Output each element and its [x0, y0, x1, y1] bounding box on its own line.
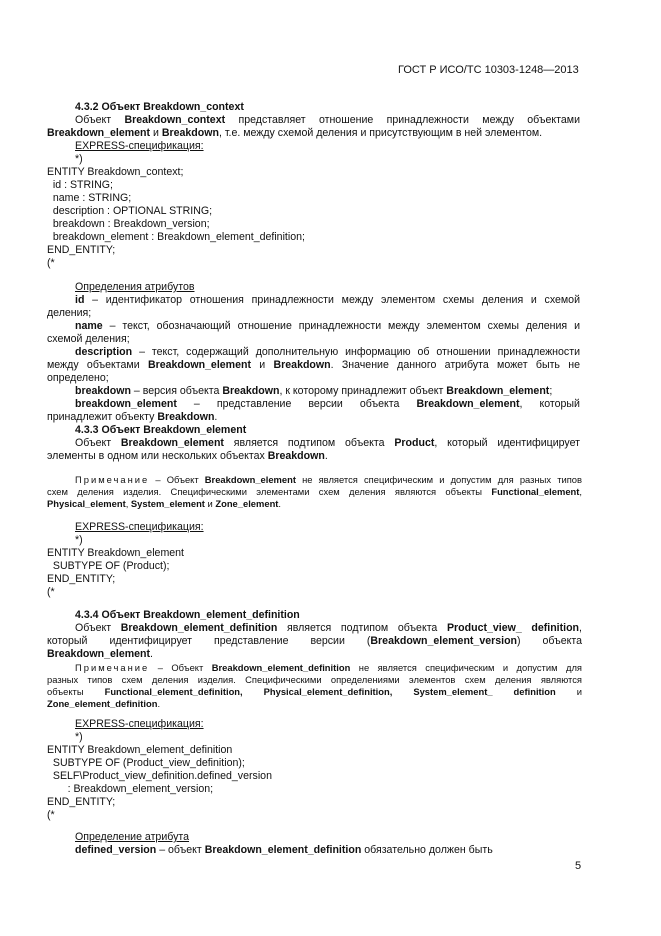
note-label: Примечание	[75, 474, 150, 485]
code-line: breakdown : Breakdown_version;	[47, 218, 210, 230]
express-spec-label: EXPRESS-спецификация:	[75, 718, 204, 730]
code-line: SUBTYPE OF (Product);	[47, 560, 170, 572]
code-line: SUBTYPE OF (Product_view_definition);	[47, 757, 245, 769]
note-line: схем деления изделия. Специфическими элементами схем деления являются объекты Functional_element,	[47, 486, 582, 497]
paragraph-line: между объектами Breakdown_element и Breakdown. Значение данного атрибута может быть не	[47, 359, 580, 371]
attribute-description-definition: description – текст, содержащий дополнительную информацию об отношении принадлежности	[75, 346, 580, 358]
code-line: breakdown_element : Breakdown_element_definition;	[47, 231, 305, 243]
code-line: name : STRING;	[47, 192, 132, 204]
note-line: Physical_element, System_element и Zone_element.	[47, 498, 282, 509]
attribute-defined-version-definition: defined_version – объект Breakdown_element_definition обязательно должен быть	[75, 844, 493, 856]
paragraph-line: Объект Breakdown_element является подтипом объекта Product, который идентифицирует	[75, 437, 580, 449]
code-line: id : STRING;	[47, 179, 113, 191]
express-spec-label: EXPRESS-спецификация:	[75, 521, 204, 533]
code-line: : Breakdown_element_version;	[47, 783, 214, 795]
paragraph-line: Breakdown_element и Breakdown, т.е. между схемой деления и присутствующим в ней элементом.	[47, 127, 543, 139]
paragraph-line: определено;	[47, 372, 109, 384]
attribute-name-definition: name – текст, обозначающий отношение принадлежности между элементом схемы деления и	[75, 320, 580, 332]
paragraph-line: принадлежит объекту Breakdown.	[47, 411, 218, 423]
paragraph-line: Объект Breakdown_element_definition является подтипом объекта Product_view_ definition,	[75, 622, 582, 634]
paragraph-line: Объект Breakdown_context представляет отношение принадлежности между объектами	[75, 114, 580, 126]
code-line: (*	[47, 257, 55, 269]
attribute-definitions-heading: Определения атрибутов	[75, 281, 195, 293]
page-number: 5	[575, 860, 582, 872]
section-heading-4-3-4: 4.3.4 Объект Breakdown_element_definition	[75, 609, 300, 621]
paragraph-line: элементы в одном или нескольких объектах Breakdown.	[47, 450, 328, 462]
express-spec-label: EXPRESS-спецификация:	[75, 140, 204, 152]
standard-header: ГОСТ Р ИСО/ТС 10303-1248—2013	[398, 64, 579, 76]
note-line: разных типов схем деления изделия. Специфическими определениями элементов схем деления являются	[47, 674, 582, 685]
code-line: ENTITY Breakdown_context;	[47, 166, 184, 178]
code-line: *)	[75, 153, 83, 165]
code-line: ENTITY Breakdown_element_definition	[47, 744, 233, 756]
code-line: SELF\Product_view_definition.defined_version	[47, 770, 272, 782]
paragraph-line: который идентифицирует представление версии (Breakdown_element_version) объекта	[47, 635, 583, 647]
note-line: объекты Functional_element_definition, Physical_element_definition, System_element_ definition и	[47, 686, 582, 697]
code-line: description : OPTIONAL STRING;	[47, 205, 213, 217]
code-line: END_ENTITY;	[47, 796, 116, 808]
note-line: Zone_element_definition.	[47, 698, 161, 709]
code-line: ENTITY Breakdown_element	[47, 547, 184, 559]
code-line: (*	[47, 586, 55, 598]
section-heading-4-3-2: 4.3.2 Объект Breakdown_context	[75, 101, 244, 113]
attribute-breakdown-definition: breakdown – версия объекта Breakdown, к которому принадлежит объект Breakdown_element;	[75, 385, 553, 397]
note-line: Примечание – Объект Breakdown_element не является специфическим и допустим для разных типов	[75, 474, 582, 485]
code-line: END_ENTITY;	[47, 244, 116, 256]
attribute-breakdown-element-definition: breakdown_element – представление версии объекта Breakdown_element, который	[75, 398, 580, 410]
code-line: END_ENTITY;	[47, 573, 116, 585]
code-line: *)	[75, 731, 83, 743]
attribute-id-definition: id – идентификатор отношения принадлежности между элементом схемы деления и схемой	[75, 294, 580, 306]
code-line: (*	[47, 809, 55, 821]
paragraph-line: деления;	[47, 307, 92, 319]
attribute-definition-heading: Определение атрибута	[75, 831, 190, 843]
note-label: Примечание	[75, 662, 150, 673]
note-line: Примечание – Объект Breakdown_element_definition не является специфическим и допустим для	[75, 662, 582, 673]
paragraph-line: схемой деления;	[47, 333, 130, 345]
paragraph-line: Breakdown_element.	[47, 648, 153, 660]
code-line: *)	[75, 534, 83, 546]
section-heading-4-3-3: 4.3.3 Объект Breakdown_element	[75, 424, 247, 436]
